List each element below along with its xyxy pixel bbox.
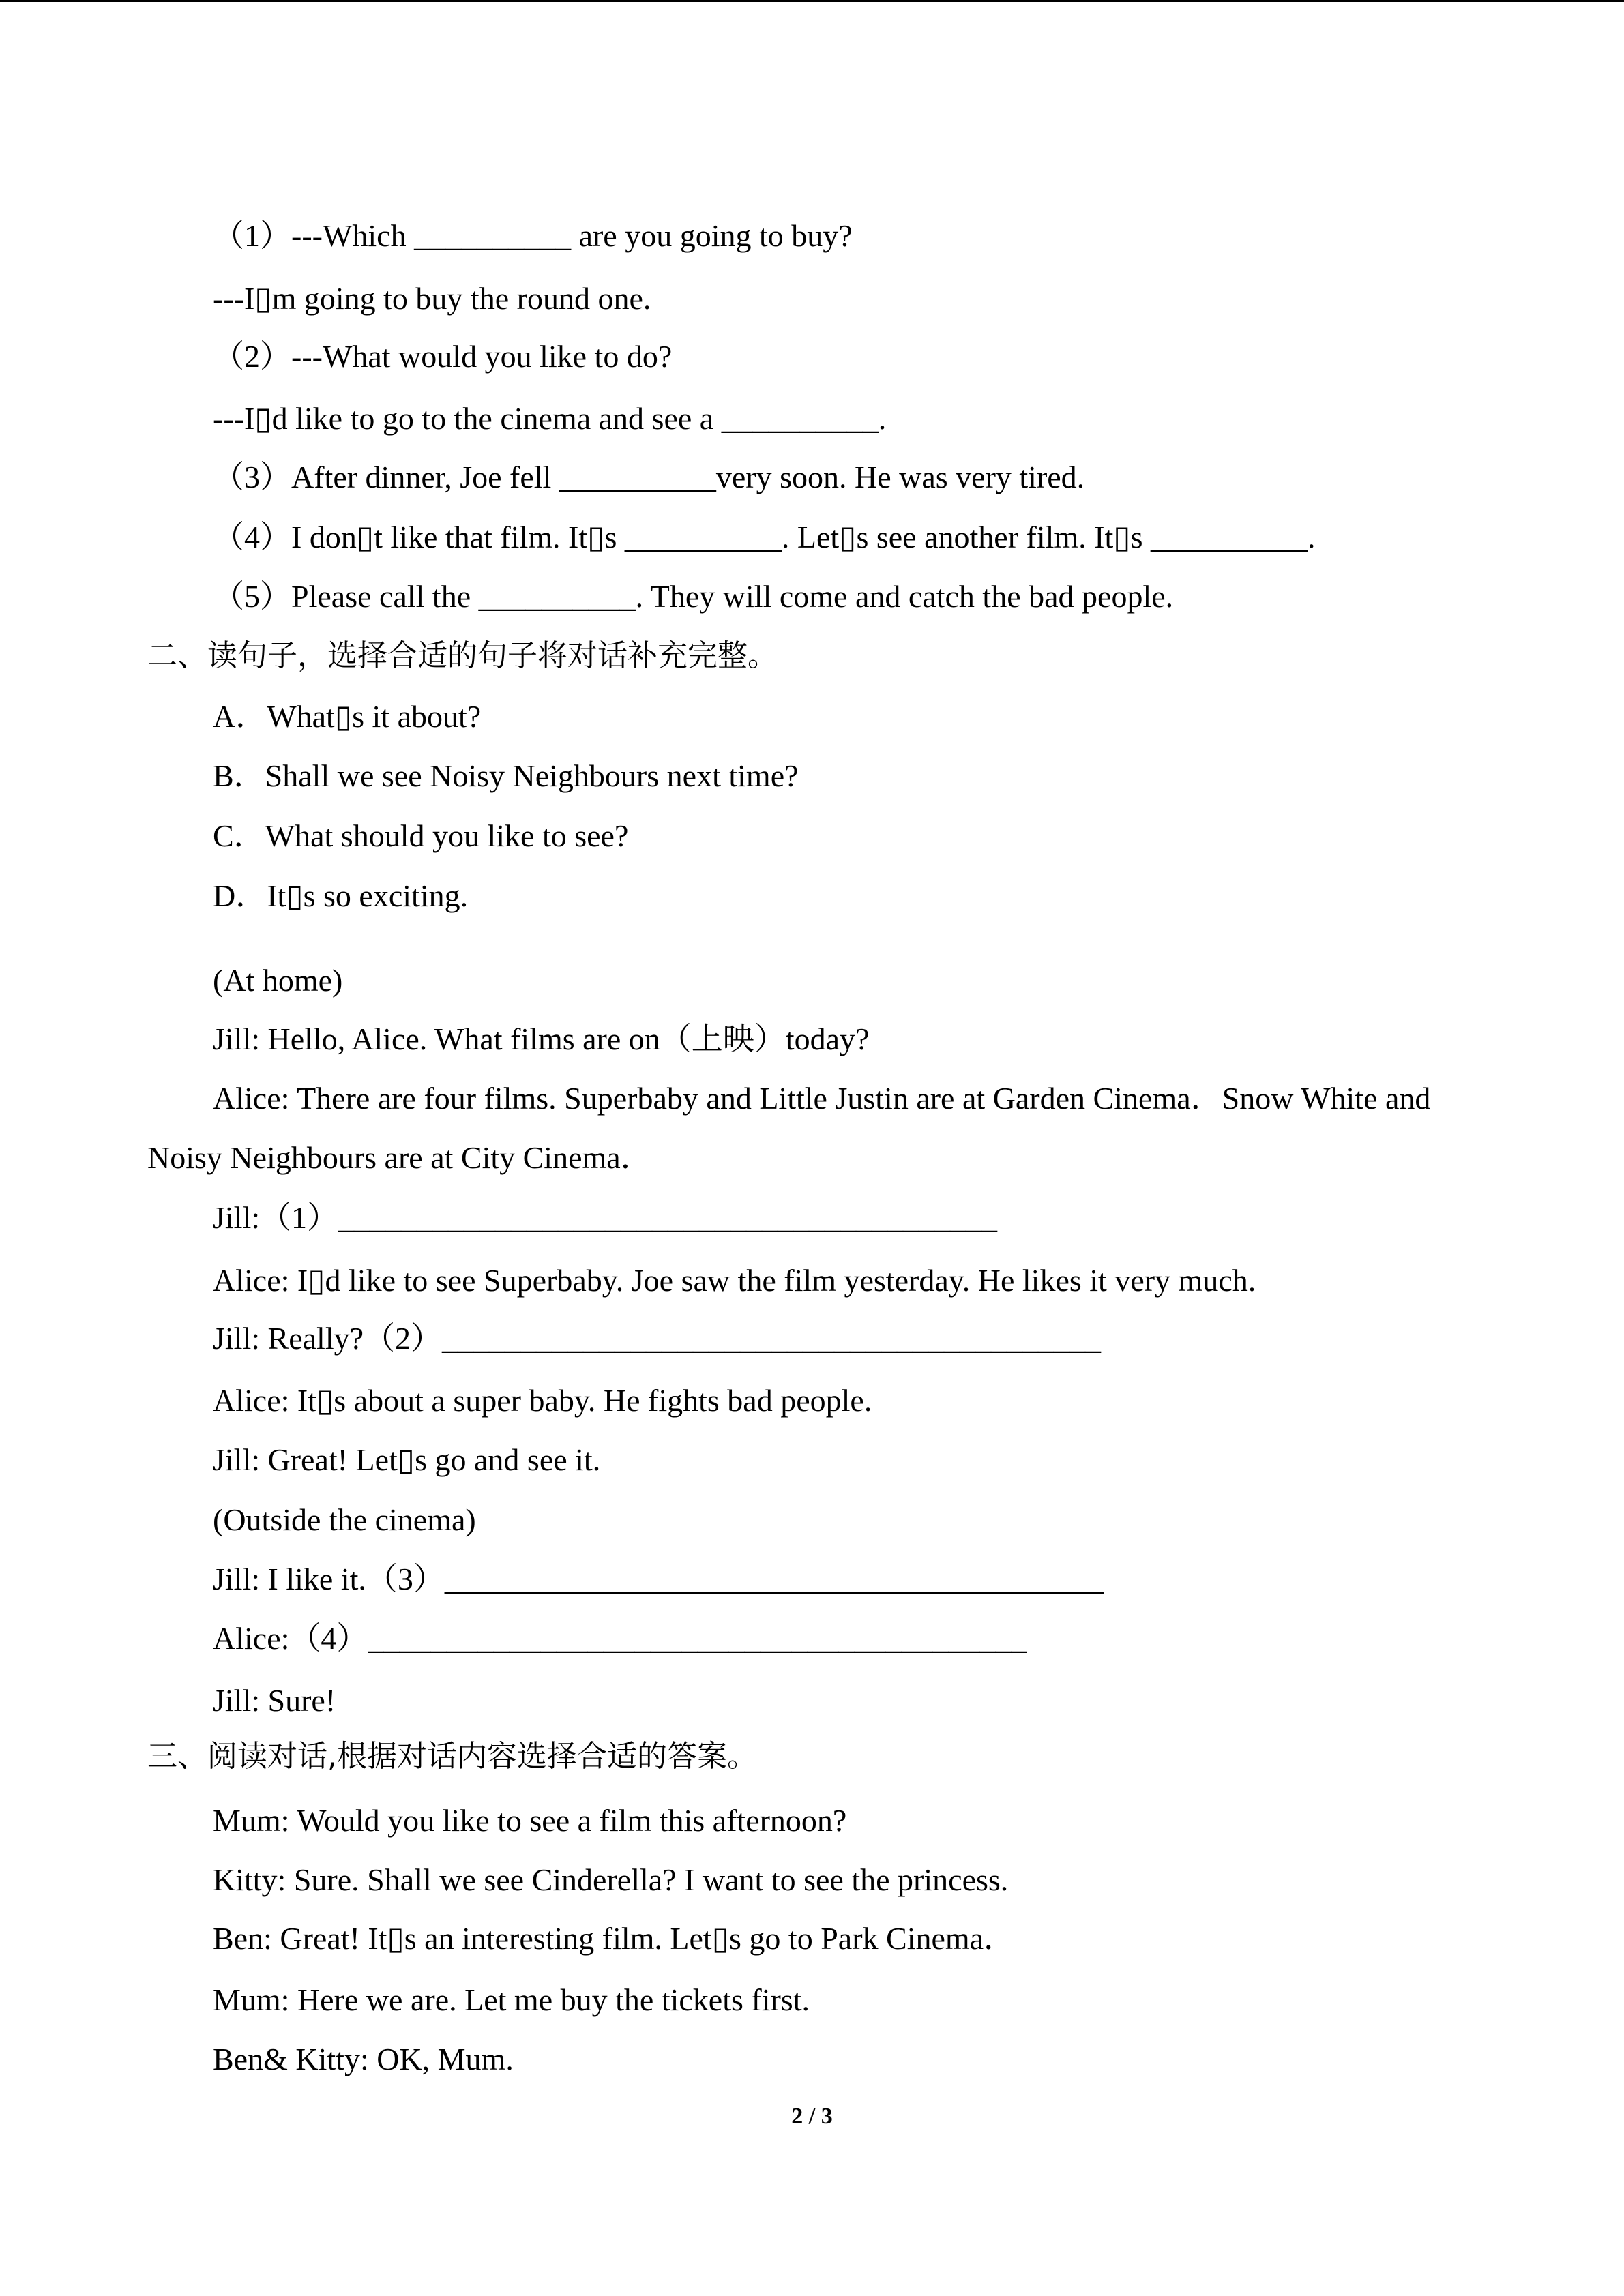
option-b: B．Shall we see Noisy Neighbours next time? (213, 758, 799, 793)
dialogue-line: Ben: Great! It▯s an interesting film. Let▯s go to Park Cinema． (213, 1921, 1016, 1956)
scene-at-home: (At home) (213, 963, 343, 998)
question-3: （3）After dinner, Joe fell __________very soon. He was very tired. (213, 460, 1085, 494)
question-2: （2）---What would you like to do? (213, 339, 673, 374)
dialogue-line: Alice: It▯s about a super baby. He fights bad people. (213, 1383, 872, 1418)
page-number: 2 / 3 (791, 2104, 833, 2129)
dialogue-line-continued: Noisy Neighbours are at City Cinema． (147, 1140, 652, 1175)
question-4: （4）I don▯t like that film. It▯s __________. Let▯s see another film. It▯s __________. (213, 520, 1316, 554)
dialogue-blank-2: Jill: Really?（2）__________________________________________ (213, 1321, 1102, 1356)
question-5: （5）Please call the __________. They will come and catch the bad people. (213, 579, 1174, 614)
dialogue-line: Jill: Great! Let▯s go and see it. (213, 1442, 601, 1477)
option-a: A．What▯s it about? (213, 699, 482, 734)
option-c: C．What should you like to see? (213, 818, 629, 853)
dialogue-line: Alice: There are four films. Superbaby and Little Justin are at Garden Cinema．Snow White and (213, 1081, 1431, 1116)
dialogue-line: Mum: Here we are. Let me buy the tickets first. (213, 1982, 810, 2017)
dialogue-blank-1: Jill:（1）__________________________________________ (213, 1200, 998, 1235)
dialogue-blank-4: Alice:（4）__________________________________________ (213, 1621, 1027, 1656)
section-2-heading: 二、读句子，选择合适的句子将对话补充完整。 (147, 638, 778, 673)
dialogue-line: Kitty: Sure. Shall we see Cinderella? I want to see the princess. (213, 1862, 1009, 1897)
dialogue-line: Mum: Would you like to see a film this afternoon? (213, 1803, 847, 1838)
option-d: D．It▯s so exciting. (213, 878, 469, 913)
dialogue-line: Ben& Kitty: OK, Mum. (213, 2042, 514, 2076)
dialogue-line: Alice: I▯d like to see Superbaby. Joe saw the film yesterday. He likes it very much. (213, 1263, 1256, 1298)
answer-1: ---I▯m going to buy the round one. (213, 281, 651, 316)
scene-outside-cinema: (Outside the cinema) (213, 1502, 476, 1537)
answer-2: ---I▯d like to go to the cinema and see a __________. (213, 401, 887, 436)
question-1: （1）---Which __________ are you going to buy? (213, 218, 853, 253)
dialogue-blank-3: Jill: I like it.（3）__________________________________________ (213, 1562, 1104, 1596)
dialogue-line: Jill: Sure! (213, 1683, 336, 1718)
dialogue-line: Jill: Hello, Alice. What films are on（上映）today? (213, 1022, 870, 1056)
section-3-heading: 三、阅读对话,根据对话内容选择合适的答案。 (147, 1739, 757, 1774)
